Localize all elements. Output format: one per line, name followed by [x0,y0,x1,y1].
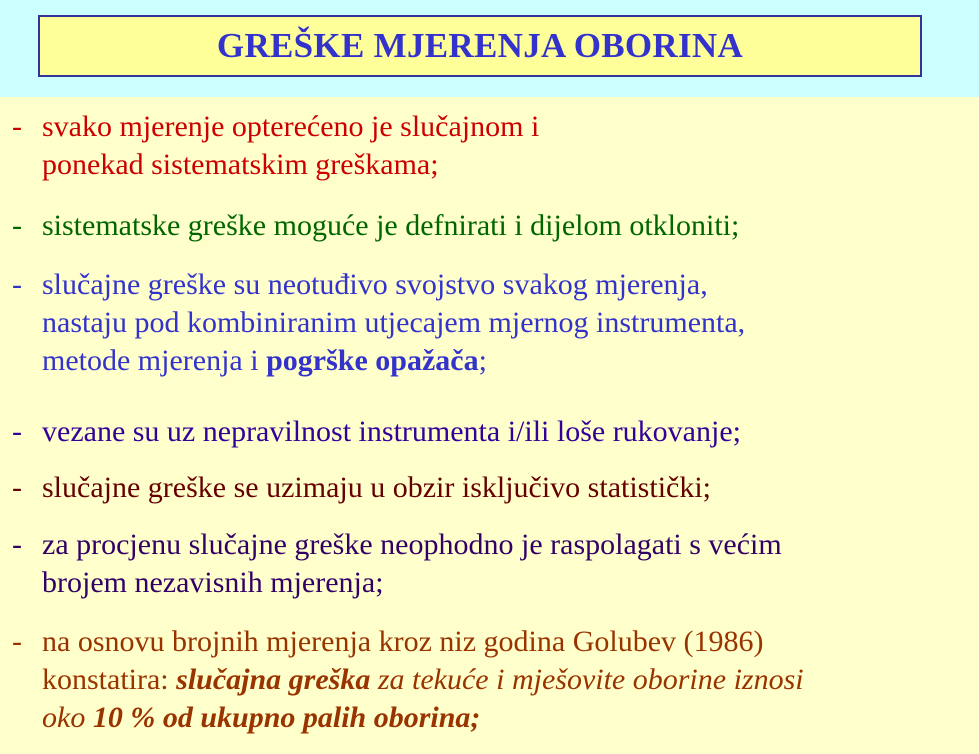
bullet-dash: - [12,268,22,301]
title-band [0,0,979,97]
bullet-dash: - [12,415,22,448]
bullet-text: metode mjerenja i [42,344,267,377]
bullet-text-bold: pogrške opažača [266,344,479,377]
bullet-text: ; [478,344,487,377]
bullet-text: sistematske greške moguće je defnirati i dijelom otkloniti; [42,209,740,242]
bullet-golubev [12,623,804,737]
bullet-dash: - [12,625,22,658]
bullet-dash: - [12,110,22,143]
bullet-systematic-errors [12,207,739,245]
bullet-text: ponekad sistematskim greškama; [42,148,439,181]
bullet-text: slučajne greške se uzimaju u obzir isključivo statistički; [42,471,712,504]
bullet-dash: - [12,471,22,504]
bullet-statistical [12,469,711,507]
bullet-text: za procjenu slučajne greške neophodno je raspolagati s većim [42,528,782,561]
title-box [38,15,922,77]
bullet-text-bold-italic: slučajna greška [176,663,371,696]
bullet-text-italic: oko [42,701,93,734]
bullet-text: brojem nezavisnih mjerenja; [42,566,384,599]
bullet-random-systematic-errors [12,108,539,184]
bullet-text-bold-italic: 10 % od ukupno palih oborina; [92,701,481,734]
bullet-estimation [12,526,782,602]
bullet-text-italic: za tekuće i mješovite oborine iznosi [370,663,804,696]
bullet-instrument-handling [12,413,741,451]
bullet-random-errors-property [12,266,745,380]
bullet-dash: - [12,528,22,561]
bullet-text: na osnovu brojnih mjerenja kroz niz godina Golubev (1986) [42,625,764,658]
bullet-text: slučajne greške su neotuđivo svojstvo svakog mjerenja, [42,268,708,301]
bullet-text: konstatira: [42,663,177,696]
page-title: GREŠKE MJERENJA OBORINA [216,26,744,65]
bullet-dash: - [12,209,22,242]
bullet-text: nastaju pod kombiniranim utjecajem mjernog instrumenta, [42,306,746,339]
bullet-text: vezane su uz nepravilnost instrumenta i/ili loše rukovanje; [42,415,741,448]
bullet-text: svako mjerenje opterećeno je slučajnom i [42,110,540,143]
